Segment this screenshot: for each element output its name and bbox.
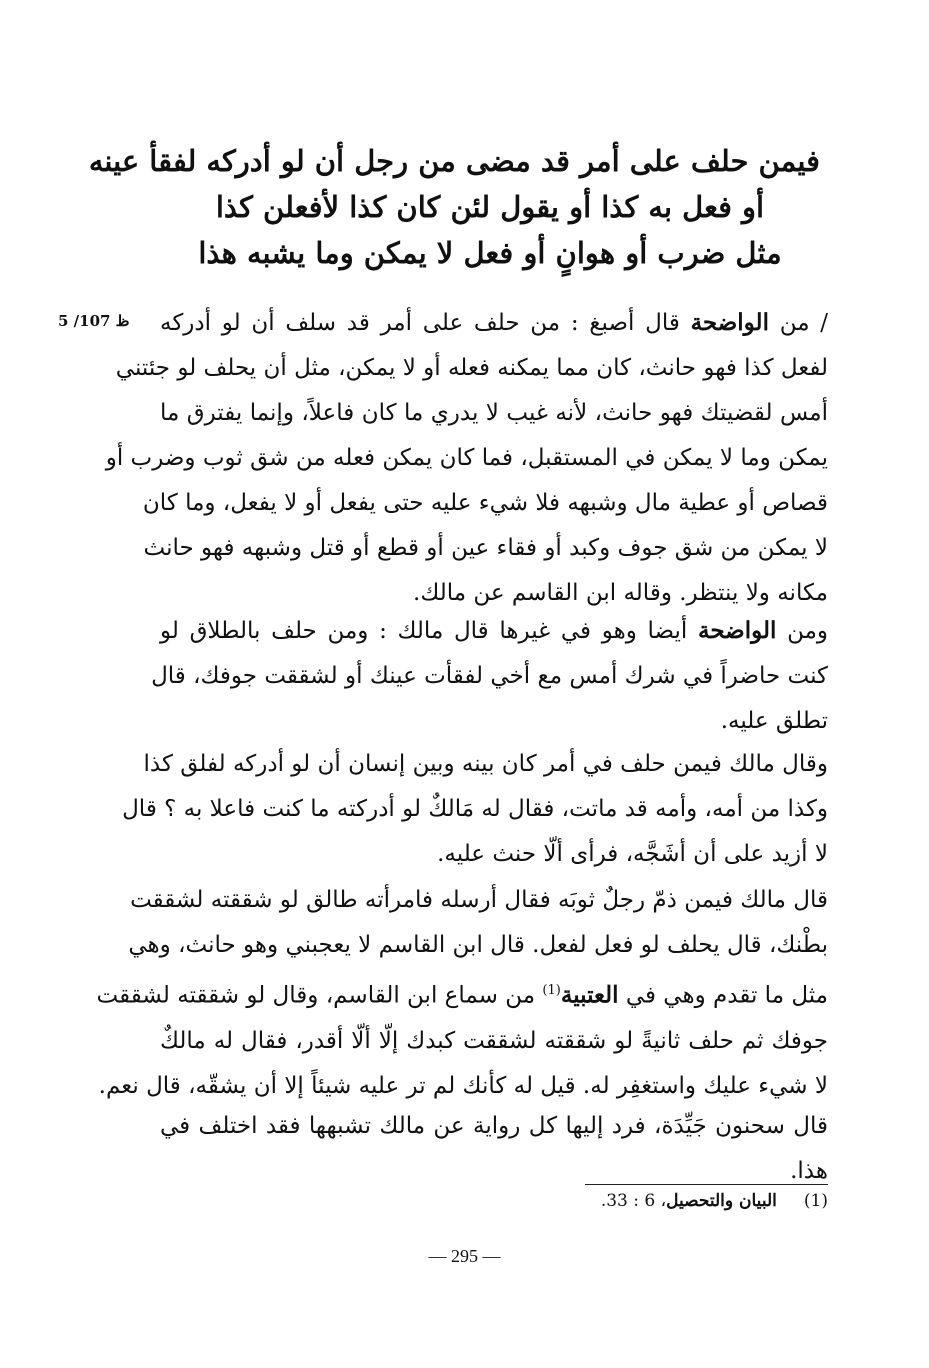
text-line bbox=[160, 608, 828, 654]
text-line: تطلق عليه. bbox=[720, 708, 828, 734]
text-line: وكذا من أمه، وأمه قد ماتت، فقال له مَالكٌ لو أدركته ما كنت فاعلا به ؟ قال bbox=[122, 796, 828, 822]
text-line: لفعل كذا فهو حانث، كان مما يمكنه فعله أو لا يمكن، مثل أن يحلف لو جئتني bbox=[115, 355, 828, 381]
footnote-source: البيان والتحصيل bbox=[666, 1191, 777, 1211]
text-line: لا يمكن من شق جوف وكبد أو فقاء عين أو قطع أو قتل وشبهه فهو حانث bbox=[143, 535, 828, 561]
text-run: قال أصبغ : من حلف على أمر قد سلف أن لو أدركه bbox=[160, 310, 691, 336]
heading-line: فيمن حلف على أمر قد مضى من رجل أن لو أدركه لفقأ عينه bbox=[88, 144, 820, 178]
text-line: لا أزيد على أن أشَجَّه، فرأى ألّا حنث عليه. bbox=[437, 841, 828, 867]
heading-line: مثل ضرب أو هوانٍ أو فعل لا يمكن وما يشبه هذا bbox=[198, 236, 782, 270]
text-run: مثل ما تقدم وهي في bbox=[618, 982, 828, 1009]
text-line: جوفك ثم حلف ثانيةً لو شققته لشققت كبدك إلّا ألّا أقدر، فقال له مالكٌ bbox=[160, 1027, 828, 1054]
footnote bbox=[560, 1188, 828, 1214]
heading-line: أو فعل به كذا أو يقول لئن كان كذا لأفعلن كذا bbox=[215, 190, 765, 224]
text-line: قال سحنون جَيِّدَة، فرد إليها كل رواية عن مالك تشبهها فقد اختلف في bbox=[160, 1113, 828, 1139]
text-line: هذا. bbox=[790, 1158, 828, 1184]
text-run: أيضا وهو في غيرها قال مالك : ومن حلف بالطلاق لو bbox=[160, 618, 698, 644]
footnote-divider bbox=[585, 1184, 828, 1185]
paragraph bbox=[160, 1104, 828, 1194]
text-line: أمس لقضيتك فهو حانث، لأنه غيب لا يدري ما كان فاعلاً، وإنما يفترق ما bbox=[160, 400, 828, 426]
paragraph bbox=[122, 742, 828, 877]
text-line bbox=[160, 300, 828, 346]
text-line bbox=[96, 968, 828, 1019]
text-run: ومن bbox=[776, 618, 829, 644]
footnote-marker: (1) bbox=[803, 1191, 828, 1211]
text-run: / من bbox=[768, 310, 828, 336]
text-line: يمكن وما لا يمكن في المستقبل، فما كان يمكن فعله من شق ثوب وضرب أو bbox=[105, 445, 828, 471]
manuscript-folio-note: 5 /107 ظ bbox=[58, 312, 130, 330]
page-number: — 295 — bbox=[428, 1246, 501, 1266]
paragraph bbox=[96, 878, 828, 1109]
text-line: قال مالك فيمن ذمّ رجلٌ ثوبَه فقال أرسله فامرأته طالق لو شققته لشققت bbox=[130, 887, 828, 913]
book-title: العتبية bbox=[560, 981, 619, 1009]
paragraph bbox=[105, 300, 828, 616]
text-line: مكانه ولا ينتظر. وقاله ابن القاسم عن مالك. bbox=[413, 580, 828, 606]
book-title: الواضحة bbox=[697, 617, 777, 644]
book-title: الواضحة bbox=[690, 309, 769, 336]
text-line: وقال مالك فيمن حلف في أمر كان بينه وبين إنسان أن لو أدركه لفلق كذا bbox=[143, 751, 828, 777]
chapter-heading bbox=[88, 138, 820, 276]
text-line: قصاص أو عطية مال وشبهه فلا شيء عليه حتى يفعل أو لا يفعل، وما كان bbox=[142, 490, 828, 516]
footnote-reference-text: ، 6 : 33. bbox=[600, 1191, 667, 1211]
text-line: بطْنك، قال يحلف لو فعل لفعل. قال ابن القاسم لا يعجبني وهو حانث، وهي bbox=[128, 932, 828, 958]
text-line: كنت حاضراً في شرك أمس مع أخي لفقأت عينك أو لشققت جوفك، قال bbox=[151, 663, 828, 689]
text-run: من سماع ابن القاسم، وقال لو شققته لشققت bbox=[96, 982, 543, 1009]
paragraph bbox=[151, 608, 829, 744]
footnote-reference: (1) bbox=[542, 983, 561, 998]
text-line: لا شيء عليك واستغفِر له. قيل له كأنك لم تر عليه شيئاً إلا أن يشقّه، قال نعم. bbox=[98, 1072, 828, 1099]
